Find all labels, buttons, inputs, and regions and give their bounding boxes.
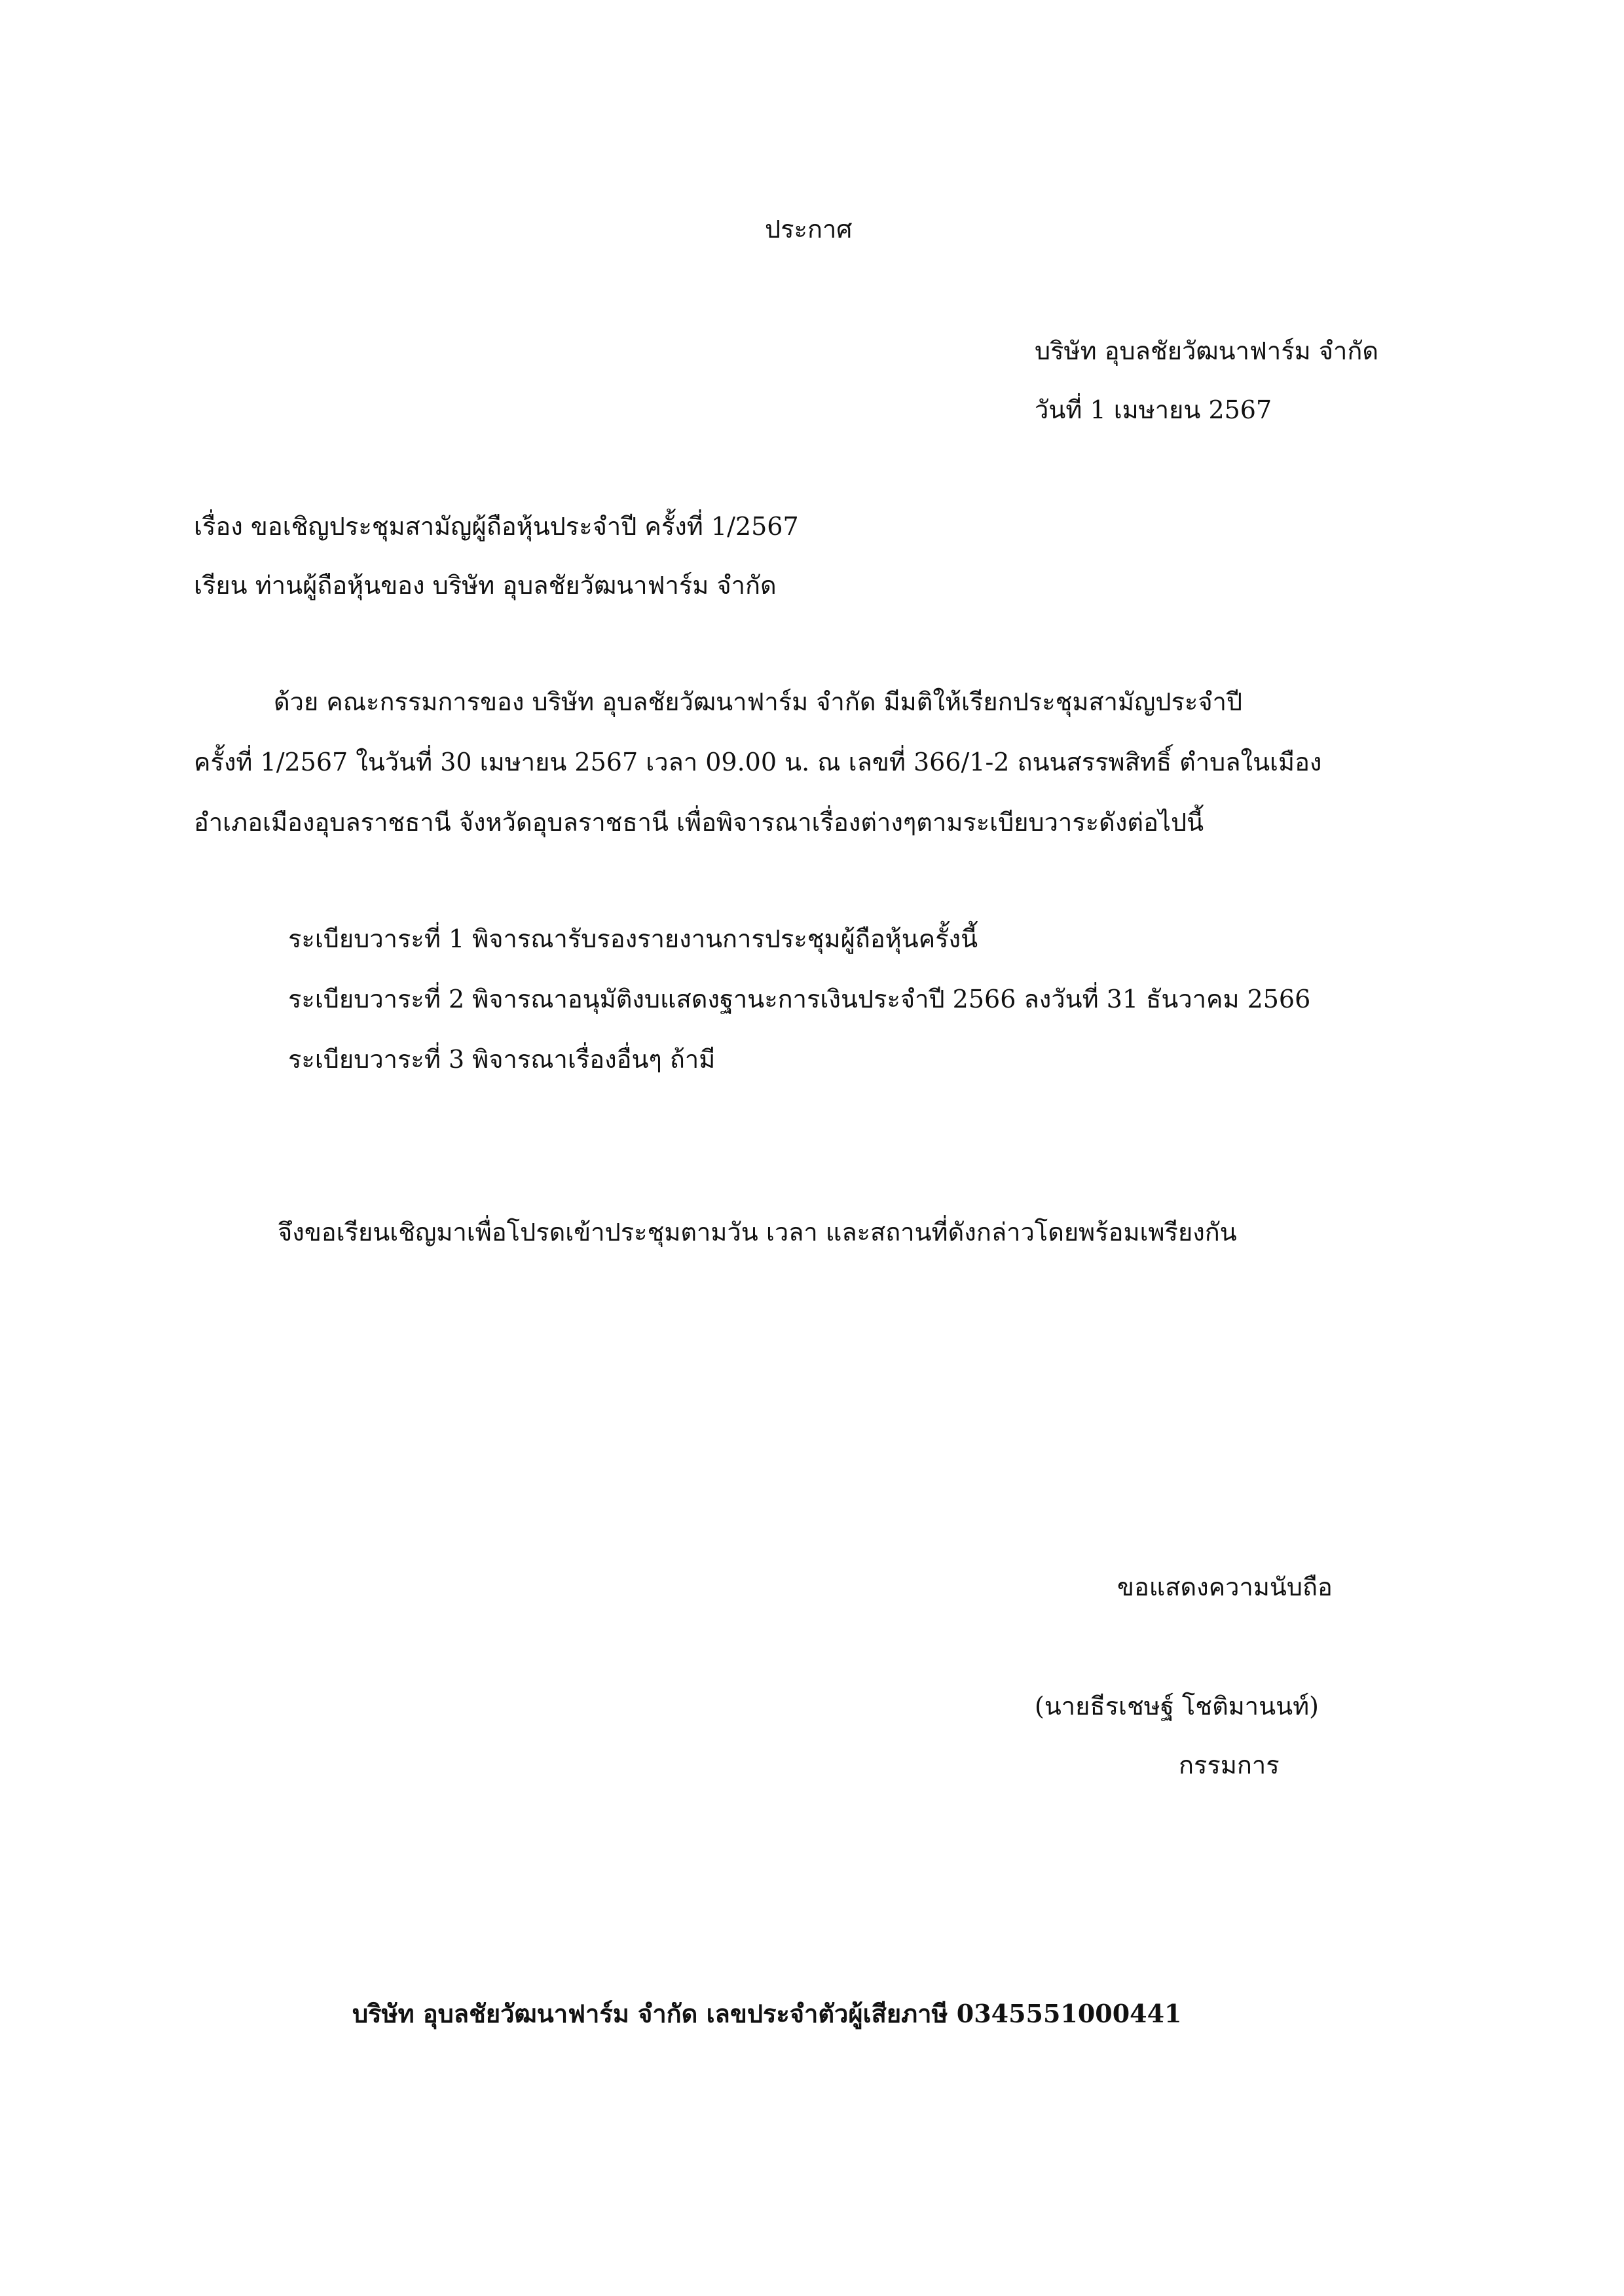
signer-name: (นายธีรเชษฐ์ โชติมานนท์): [1035, 1692, 1319, 1721]
body-line-3: อำเภอเมืองอุบลราชธานี จังหวัดอุบลราชธานี เพื่อพิจารณาเรื่องต่างๆตามระเบียบวาระดังต่อไปนี้: [194, 808, 1204, 837]
subject-line: เรื่อง ขอเชิญประชุมสามัญผู้ถือหุ้นประจำปี ครั้งที่ 1/2567: [194, 512, 799, 541]
closing-line: จึงขอเรียนเชิญมาเพื่อโปรดเข้าประชุมตามวัน เวลา และสถานที่ดังกล่าวโดยพร้อมเพรียงกัน: [278, 1218, 1237, 1247]
agenda-item-1: ระเบียบวาระที่ 1 พิจารณารับรองรายงานการประชุมผู้ถือหุ้นครั้งนี้: [288, 924, 978, 953]
letter-date: วันที่ 1 เมษายน 2567: [1035, 395, 1272, 424]
footer-company-tax-id: บริษัท อุบลชัยวัฒนาฟาร์ม จำกัด เลขประจำตัวผู้เสียภาษี 0345551000441: [352, 1999, 1182, 2028]
company-name: บริษัท อุบลชัยวัฒนาฟาร์ม จำกัด: [1035, 337, 1379, 365]
agenda-item-3: ระเบียบวาระที่ 3 พิจารณาเรื่องอื่นๆ ถ้ามี: [288, 1045, 716, 1074]
body-line-2: ครั้งที่ 1/2567 ในวันที่ 30 เมษายน 2567 เวลา 09.00 น. ณ เลขที่ 366/1-2 ถนนสรรพสิทธิ์ ตำบลในเมือง: [194, 748, 1322, 776]
signer-title: กรรมการ: [1179, 1751, 1280, 1779]
recipient-line: เรียน ท่านผู้ถือหุ้นของ บริษัท อุบลชัยวัฒนาฟาร์ม จำกัด: [194, 571, 777, 600]
page-heading: ประกาศ: [765, 215, 853, 244]
regards-line: ขอแสดงความนับถือ: [1117, 1573, 1333, 1601]
agenda-item-2: ระเบียบวาระที่ 2 พิจารณาอนุมัติงบแสดงฐานะการเงินประจำปี 2566 ลงวันที่ 31 ธันวาคม 2566: [288, 985, 1311, 1013]
body-line-1: ด้วย คณะกรรมการของ บริษัท อุบลชัยวัฒนาฟาร์ม จำกัด มีมติให้เรียกประชุมสามัญประจำปี: [274, 687, 1243, 716]
